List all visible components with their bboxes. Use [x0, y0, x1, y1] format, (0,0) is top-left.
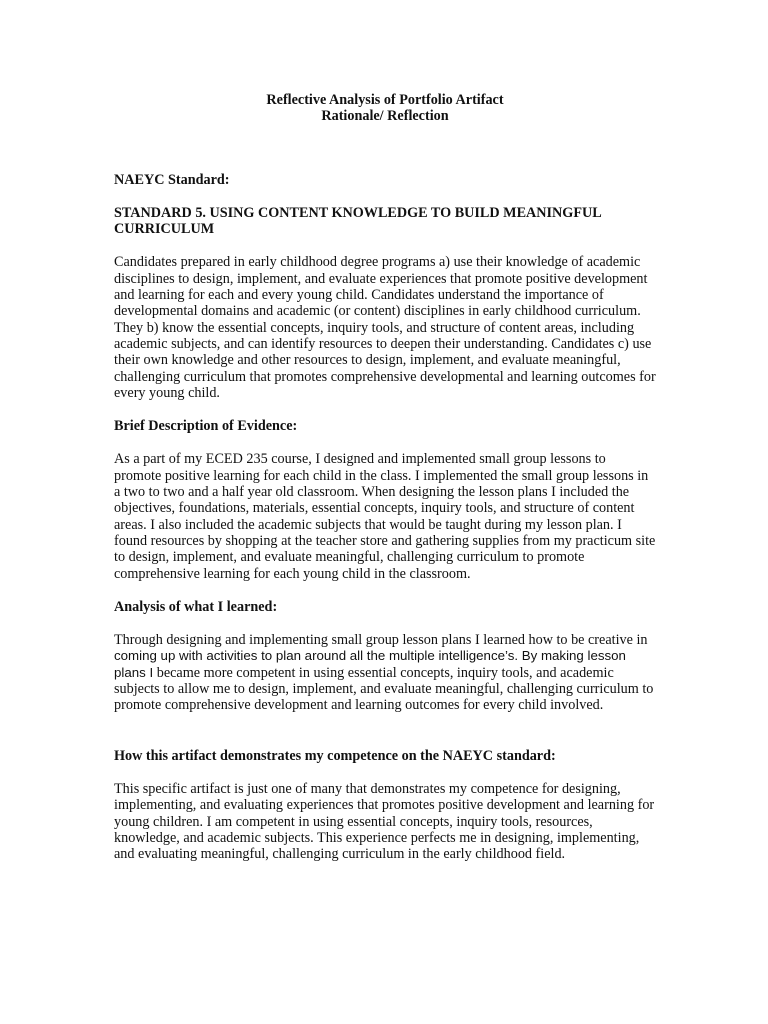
analysis-heading: Analysis of what I learned: [114, 598, 278, 615]
title-line-1: Reflective Analysis of Portfolio Artifact [266, 92, 504, 108]
naeyc-standard-label: NAEYC Standard: [114, 171, 230, 188]
document-title [114, 92, 656, 125]
analysis-text-part-3: became more competent in using essential concepts, inquiry tools, and academic subjects to allow me to design, implement, and evaluate meaningful, challenging curriculum to promote comprehensive development and learning outcomes for every child involved. [114, 664, 654, 714]
analysis-description [114, 632, 656, 713]
analysis-text-part-2: coming up with activities to plan around all the multiple intelligence’s. By making lesson plans I [114, 648, 626, 680]
document-page [114, 92, 656, 862]
competence-heading: How this artifact demonstrates my competence on the NAEYC standard: [114, 747, 556, 764]
standard-title: STANDARD 5. USING CONTENT KNOWLEDGE TO BUILD MEANINGFUL CURRICULUM [114, 204, 601, 238]
competence-description: This specific artifact is just one of many that demonstrates my competence for designing, implementing, and evaluating experiences that promotes positive development and learning for young children. I am competent in using essential concepts, inquiry tools, resources, knowledge, and academic subjects. This experience perfects me in designing, implementing, and evaluating meaningful, challenging curriculum in the early childhood field. [114, 780, 655, 863]
evidence-description: As a part of my ECED 235 course, I designed and implemented small group lessons to promote positive learning for each child in the class. I implemented the small group lessons in a two to two and a half year old classroom. When designing the lesson plans I included the objectives, foundations, materials, essential concepts, inquiry tools, and structure of content areas. I also included the academic subjects that would be taught during my lesson plan. I found resources by shopping at the teacher store and gathering supplies from my practicum site to design, implement, and evaluate meaningful, challenging curriculum to promote comprehensive learning for each young child in the classroom. [114, 451, 656, 582]
analysis-text-part-1: Through designing and implementing small group lesson plans I learned how to be creative in [114, 632, 648, 649]
standard-description: Candidates prepared in early childhood degree programs a) use their knowledge of academic disciplines to design, implement, and evaluate experiences that promote positive development and learning for each and every young child. Candidates understand the importance of developmental domains and academic (or content) disciplines in early childhood curriculum. They b) know the essential concepts, inquiry tools, and structure of content areas, including academic subjects, and can identify resources to deepen their understanding. Candidates c) use their own knowledge and other resources to design, implement, and evaluate meaningful, challenging curriculum that promotes comprehensive developmental and learning outcomes for every young child. [114, 254, 656, 401]
evidence-heading: Brief Description of Evidence: [114, 418, 298, 435]
title-line-2: Rationale/ Reflection [321, 108, 449, 125]
